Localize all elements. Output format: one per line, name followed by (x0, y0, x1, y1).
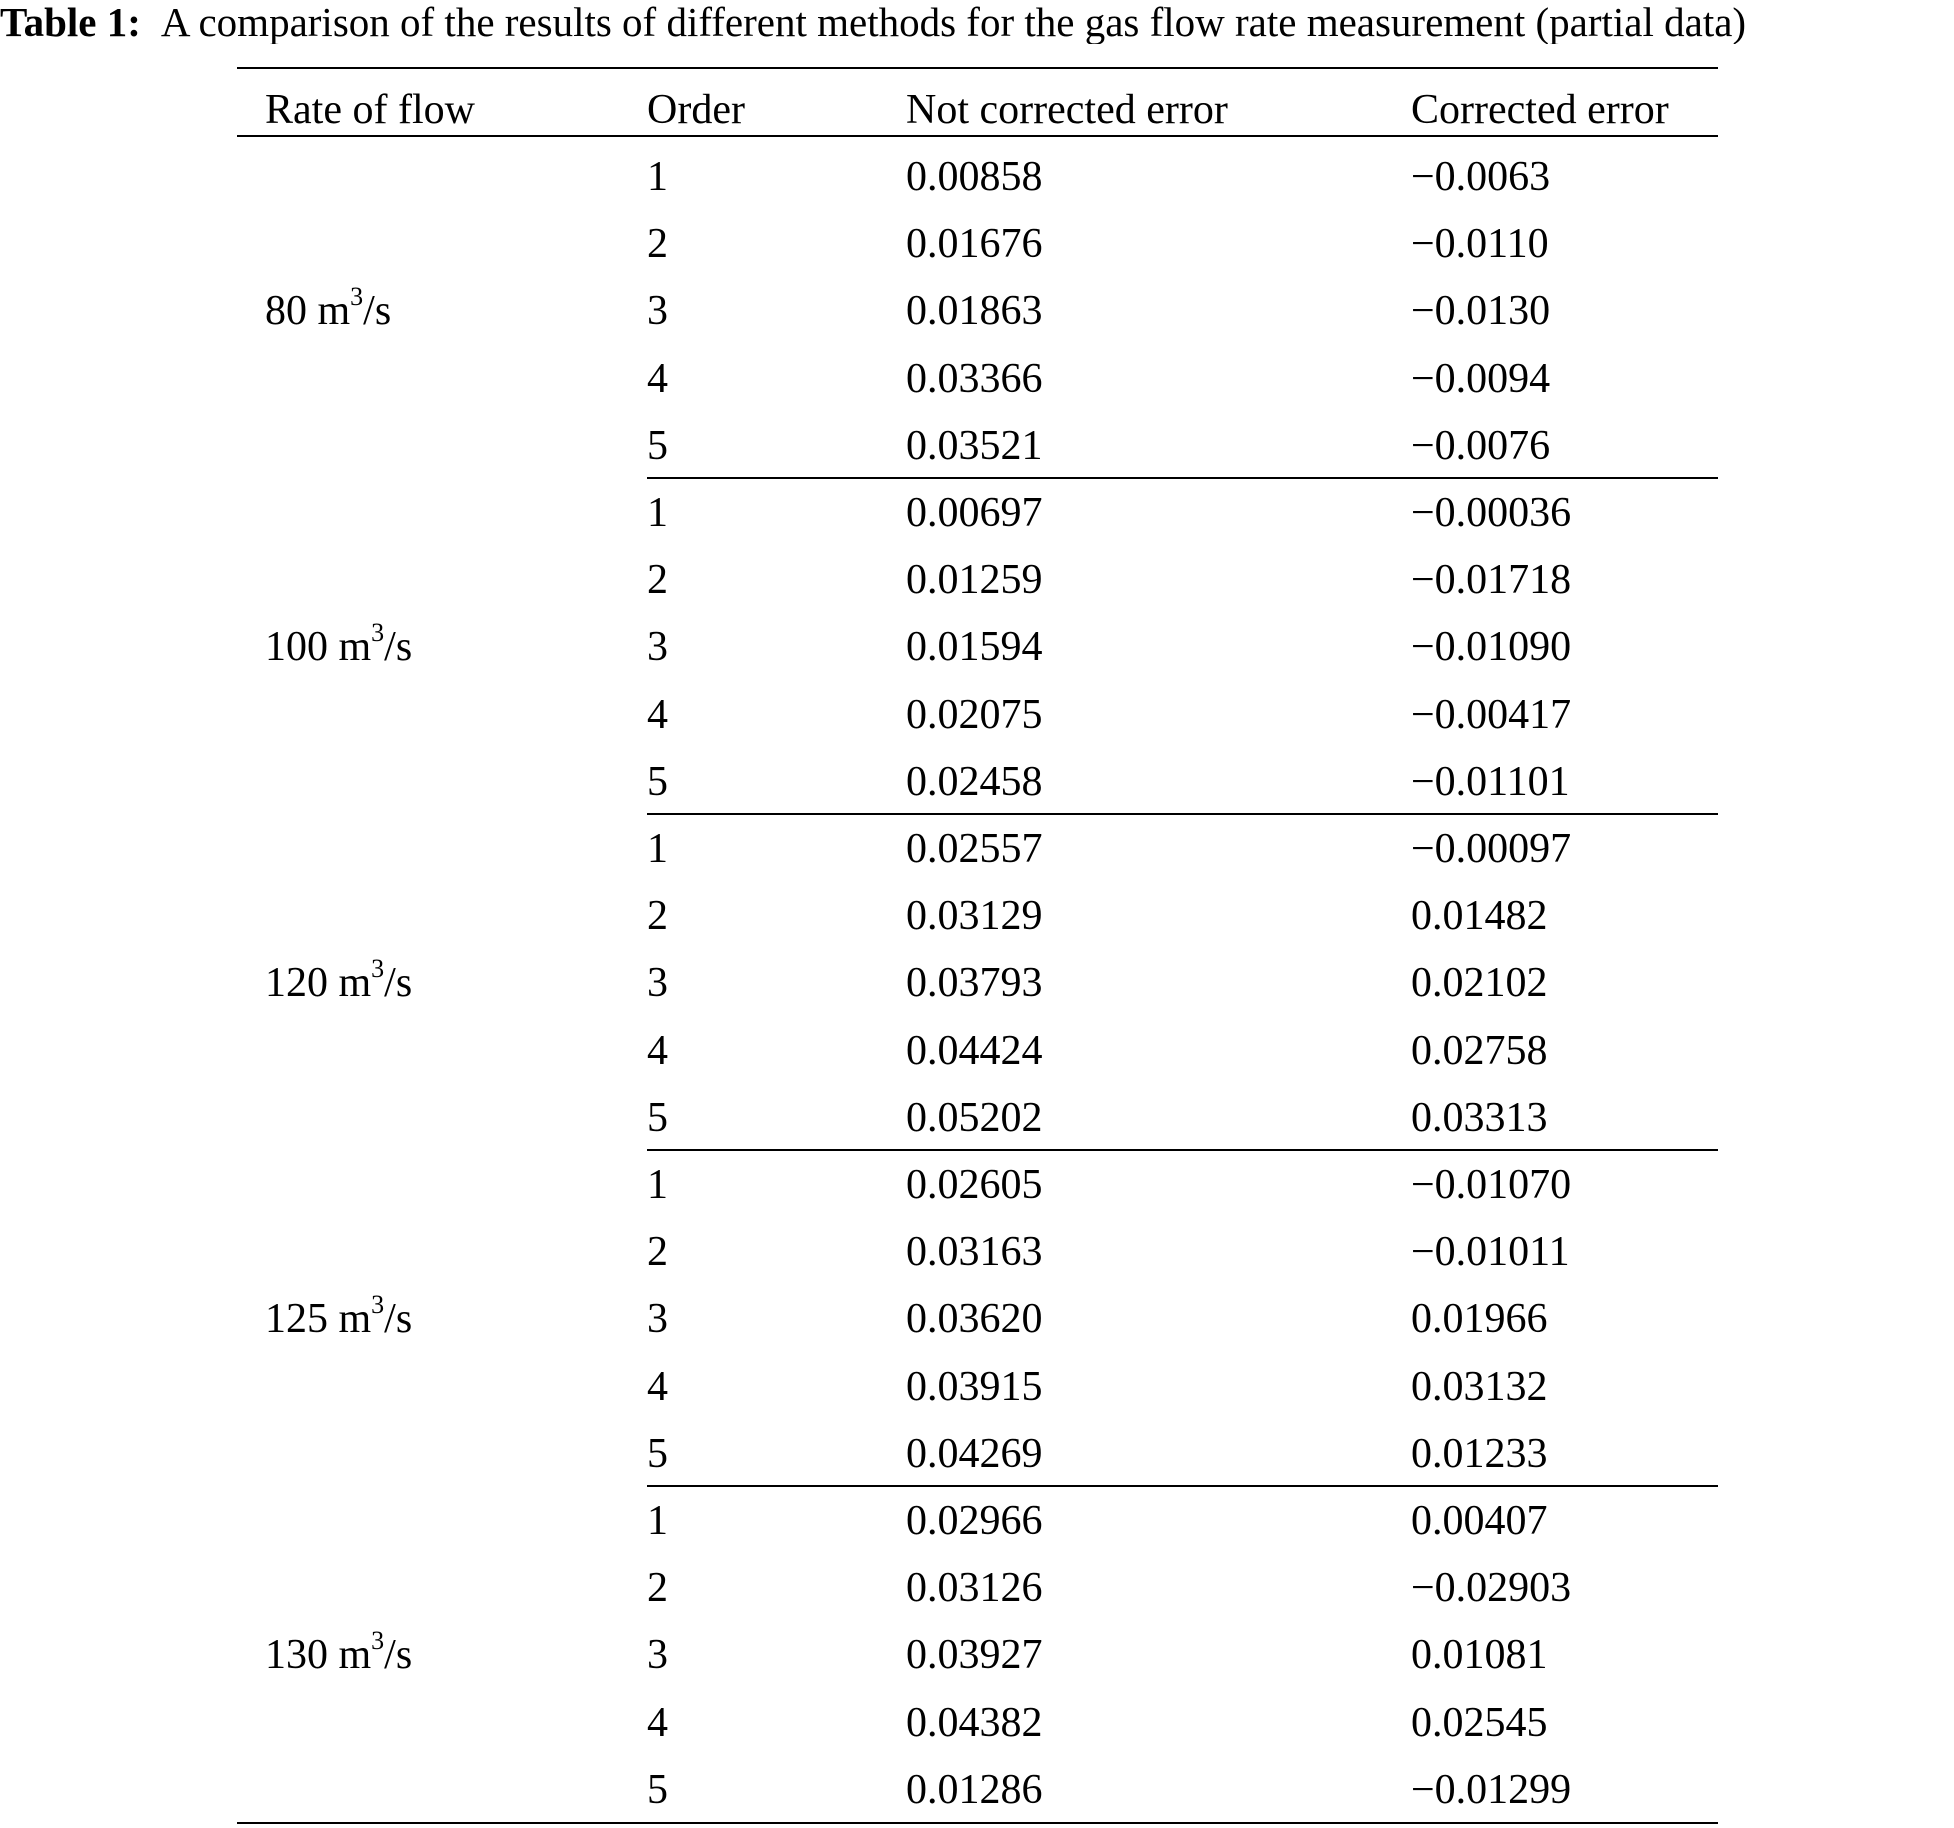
corrected-error-cell: −0.01718 (1411, 557, 1572, 604)
rate-of-flow-cell (265, 1290, 413, 1344)
corrected-error-cell: 0.00407 (1411, 1498, 1548, 1544)
rate-unit-tail: /s (384, 960, 413, 1007)
order-cell: 5 (647, 1766, 668, 1813)
order-cell: 4 (647, 1027, 668, 1074)
table-caption-label: Table 1: (0, 0, 141, 44)
not-corrected-error-cell: 0.02605 (906, 1162, 1043, 1208)
rate-unit-exponent: 3 (371, 1626, 385, 1656)
header-order: Order (647, 87, 745, 133)
order-cell: 2 (647, 1565, 668, 1612)
order-cell: 2 (647, 557, 668, 604)
order-cell: 1 (647, 826, 668, 872)
header-corrected-error: Corrected error (1411, 87, 1669, 133)
rate-unit-exponent: 3 (350, 282, 364, 312)
not-corrected-error-cell: 0.01286 (906, 1766, 1043, 1813)
not-corrected-error-cell: 0.02557 (906, 826, 1043, 872)
not-corrected-error-cell: 0.03163 (906, 1229, 1043, 1276)
rate-unit-base: m (338, 1632, 372, 1679)
not-corrected-error-cell: 0.02966 (906, 1498, 1043, 1544)
order-cell: 5 (647, 1094, 668, 1141)
not-corrected-error-cell: 0.04382 (906, 1699, 1043, 1746)
not-corrected-error-cell: 0.03927 (906, 1632, 1043, 1679)
table-top-rule (237, 67, 1718, 69)
header-not-corrected-error: Not corrected error (906, 87, 1228, 133)
not-corrected-error-cell: 0.03129 (906, 893, 1043, 940)
rate-of-flow-cell (265, 1626, 413, 1680)
corrected-error-cell: 0.01081 (1411, 1632, 1548, 1679)
order-cell: 3 (647, 1632, 668, 1679)
corrected-error-cell: 0.01966 (1411, 1296, 1548, 1343)
corrected-error-cell: 0.02545 (1411, 1699, 1548, 1746)
order-cell: 4 (647, 691, 668, 738)
not-corrected-error-cell: 0.04424 (906, 1027, 1043, 1074)
table-caption (0, 0, 1954, 44)
rate-of-flow-cell (265, 954, 413, 1008)
rate-value: 125 (265, 1296, 328, 1343)
not-corrected-error-cell: 0.03126 (906, 1565, 1043, 1612)
corrected-error-cell: −0.0094 (1411, 355, 1551, 402)
rate-of-flow-cell (265, 282, 392, 336)
corrected-error-cell: 0.03132 (1411, 1363, 1548, 1410)
corrected-error-cell: −0.00417 (1411, 691, 1572, 738)
rate-unit-exponent: 3 (371, 1290, 385, 1320)
order-cell: 1 (647, 154, 668, 200)
table-caption-text: A comparison of the results of different methods for the gas flow rate measurement (partial data) (160, 0, 1747, 44)
order-cell: 1 (647, 1498, 668, 1544)
rate-unit-tail: /s (384, 1296, 413, 1343)
corrected-error-cell: −0.0110 (1411, 221, 1549, 268)
order-cell: 2 (647, 893, 668, 940)
not-corrected-error-cell: 0.00697 (906, 490, 1043, 536)
not-corrected-error-cell: 0.03915 (906, 1363, 1043, 1410)
order-cell: 5 (647, 1430, 668, 1477)
order-cell: 3 (647, 624, 668, 671)
corrected-error-cell: −0.0130 (1411, 288, 1551, 335)
table-header-rule (237, 135, 1718, 137)
rate-value: 130 (265, 1632, 328, 1679)
corrected-error-cell: 0.01482 (1411, 893, 1548, 940)
rate-unit-tail: /s (384, 624, 413, 671)
not-corrected-error-cell: 0.03521 (906, 422, 1043, 469)
corrected-error-cell: −0.0076 (1411, 422, 1551, 469)
order-cell: 5 (647, 758, 668, 805)
rate-unit-base: m (338, 1296, 372, 1343)
order-cell: 4 (647, 355, 668, 402)
table-bottom-rule (237, 1822, 1718, 1824)
order-cell: 1 (647, 1162, 668, 1208)
corrected-error-cell: −0.00036 (1411, 490, 1572, 536)
corrected-error-cell: 0.01233 (1411, 1430, 1548, 1477)
not-corrected-error-cell: 0.01676 (906, 221, 1043, 268)
corrected-error-cell: −0.01090 (1411, 624, 1572, 671)
corrected-error-cell: −0.01101 (1411, 758, 1570, 805)
order-cell: 3 (647, 1296, 668, 1343)
corrected-error-cell: 0.03313 (1411, 1094, 1548, 1141)
group-separator-rule (647, 813, 1718, 815)
not-corrected-error-cell: 0.02458 (906, 758, 1043, 805)
order-cell: 3 (647, 960, 668, 1007)
rate-unit-base: m (317, 288, 351, 335)
not-corrected-error-cell: 0.01594 (906, 624, 1043, 671)
group-separator-rule (647, 1485, 1718, 1487)
order-cell: 1 (647, 490, 668, 536)
rate-unit-tail: /s (363, 288, 392, 335)
corrected-error-cell: −0.00097 (1411, 826, 1572, 872)
not-corrected-error-cell: 0.00858 (906, 154, 1043, 200)
rate-unit-base: m (338, 624, 372, 671)
rate-value: 100 (265, 624, 328, 671)
order-cell: 2 (647, 1229, 668, 1276)
rate-unit-tail: /s (384, 1632, 413, 1679)
order-cell: 2 (647, 221, 668, 268)
rate-unit-exponent: 3 (371, 954, 385, 984)
not-corrected-error-cell: 0.03620 (906, 1296, 1043, 1343)
not-corrected-error-cell: 0.04269 (906, 1430, 1043, 1477)
header-rate-of-flow: Rate of flow (265, 87, 475, 133)
corrected-error-cell: 0.02102 (1411, 960, 1548, 1007)
order-cell: 4 (647, 1699, 668, 1746)
rate-unit-exponent: 3 (371, 618, 385, 648)
group-separator-rule (647, 477, 1718, 479)
not-corrected-error-cell: 0.03793 (906, 960, 1043, 1007)
corrected-error-cell: −0.01070 (1411, 1162, 1572, 1208)
not-corrected-error-cell: 0.02075 (906, 691, 1043, 738)
rate-unit-base: m (338, 960, 372, 1007)
corrected-error-cell: −0.01011 (1411, 1229, 1570, 1276)
not-corrected-error-cell: 0.05202 (906, 1094, 1043, 1141)
corrected-error-cell: −0.0063 (1411, 154, 1551, 200)
not-corrected-error-cell: 0.03366 (906, 355, 1043, 402)
order-cell: 3 (647, 288, 668, 335)
not-corrected-error-cell: 0.01259 (906, 557, 1043, 604)
group-separator-rule (647, 1149, 1718, 1151)
rate-value: 120 (265, 960, 328, 1007)
rate-value: 80 (265, 288, 307, 335)
rate-of-flow-cell (265, 618, 413, 672)
order-cell: 4 (647, 1363, 668, 1410)
corrected-error-cell: −0.01299 (1411, 1766, 1572, 1813)
corrected-error-cell: 0.02758 (1411, 1027, 1548, 1074)
not-corrected-error-cell: 0.01863 (906, 288, 1043, 335)
order-cell: 5 (647, 422, 668, 469)
corrected-error-cell: −0.02903 (1411, 1565, 1572, 1612)
